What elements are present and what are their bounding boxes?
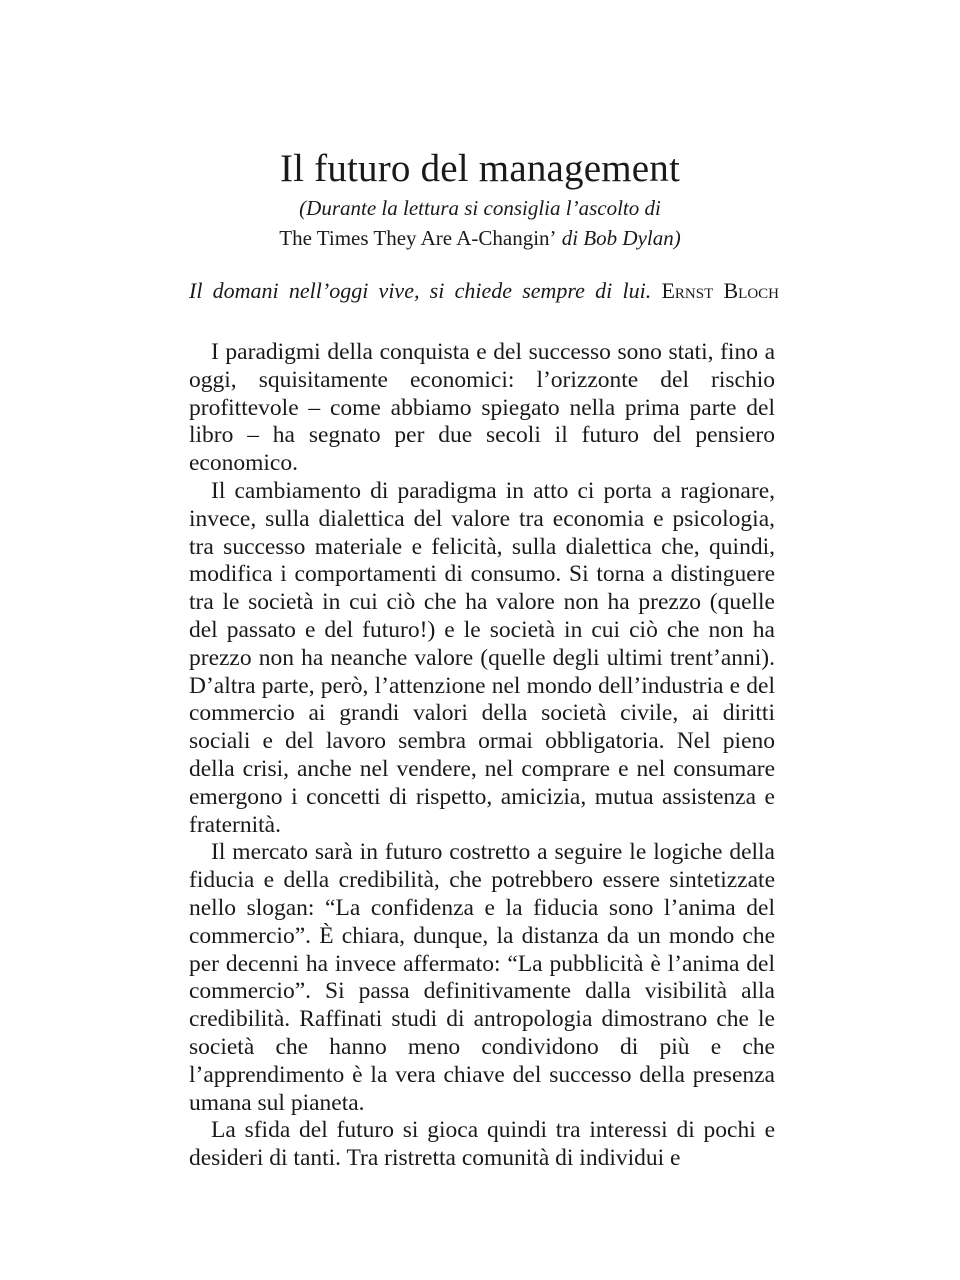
paragraph-2: Il cambiamento di paradigma in atto ci porta a ragionare, invece, sulla dialettica del valore tra economia e psicologia, tra successo materiale e felicità, sulla dialettica che, quindi, modifica i comportamenti di consumo. Si torna a distinguere tra le società in cui ciò che ha valore non ha prezzo (quelle del passato e del futuro!) e le società in cui ciò che non ha prezzo non ha neanche valore (quelle degli ultimi trent’anni). D’altra parte, però, l’attenzione nel mondo dell’industria e del commercio ai grandi valori della società civile, ai diritti sociali e del lavoro sembra ormai obbligatoria. Nel pieno della crisi, anche nel vendere, nel comprare e nel consumare emergono i concetti di rispetto, amicizia, mutua assistenza e fraternità. bbox=[189, 477, 775, 838]
epigraph-quote: Il domani nell’oggi vive, si chiede sempre di lui. bbox=[189, 278, 652, 303]
chapter-subtitle-line2 bbox=[0, 224, 960, 252]
chapter-title: Il futuro del management bbox=[279, 147, 681, 190]
song-artist: di Bob Dylan) bbox=[556, 226, 681, 250]
epigraph-author: Ernst Bloch bbox=[661, 278, 779, 303]
chapter-subtitle-line1: (Durante la lettura si consiglia l’ascolto di bbox=[299, 196, 661, 220]
chapter-header bbox=[0, 146, 960, 252]
body-text bbox=[189, 339, 775, 1173]
song-title: The Times They Are A-Changin’ bbox=[279, 226, 557, 250]
paragraph-3: Il mercato sarà in futuro costretto a seguire le logiche della fiducia e della credibilità, che potrebbero essere sintetizzate nello slogan: “La confidenza e la fiducia sono l’anima del commercio”. È chiara, dunque, la distanza da un mondo che per decenni ha invece affermato: “La pubblicità è l’anima del commercio”. Si passa definitivamente dalla visibilità alla credibilità. Raffinati studi di antropologia dimostrano che le società che hanno meno condividono di più e che l’apprendimento è la vera chiave del successo della presenza umana sul pianeta. bbox=[189, 839, 775, 1116]
paragraph-4: La sfida del futuro si gioca quindi tra interessi di pochi e desideri di tanti. Tra ristretta comunità di individui e bbox=[189, 1117, 775, 1172]
epigraph bbox=[189, 276, 779, 306]
paragraph-1: I paradigmi della conquista e del successo sono stati, fino a oggi, squisitamente economici: l’orizzonte del rischio profittevole – come abbiamo spiegato nella prima parte del libro – ha segnato per due secoli il futuro del pensiero economico. bbox=[189, 339, 775, 477]
